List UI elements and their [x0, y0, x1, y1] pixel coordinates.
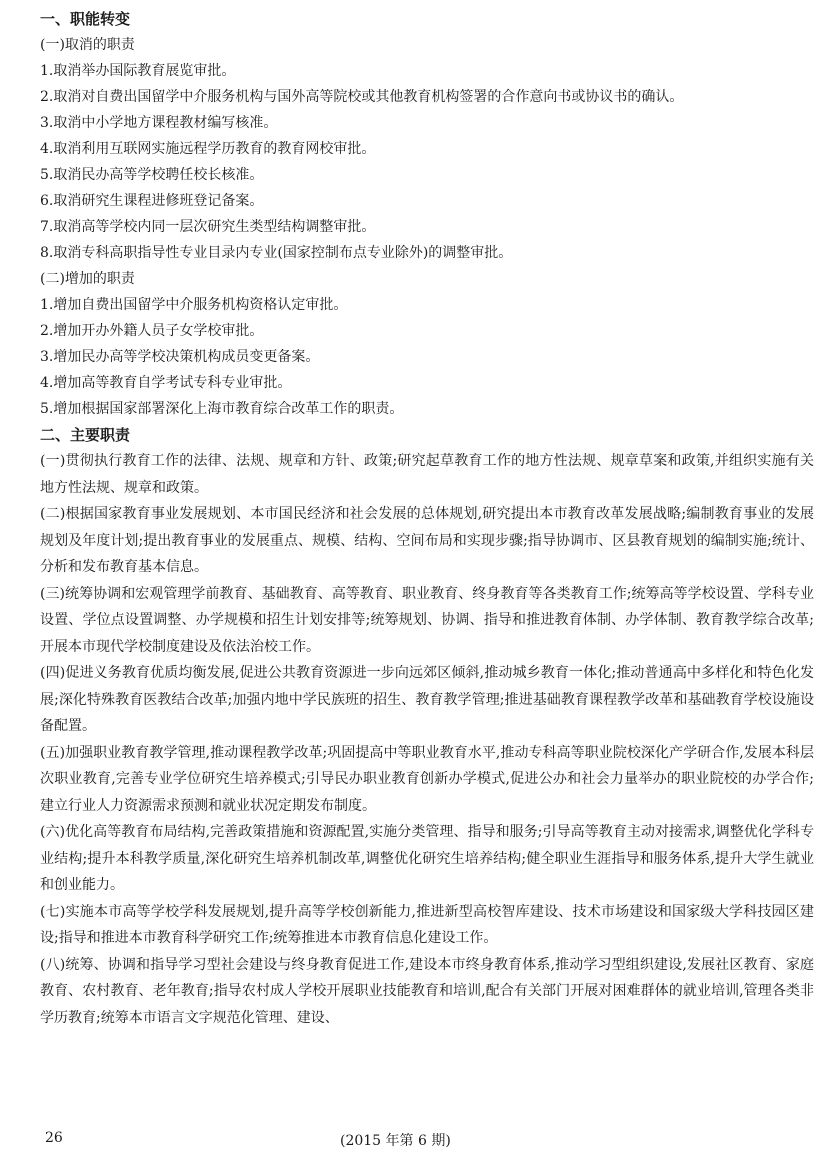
section-heading-main-duties: 二、主要职责 — [40, 426, 131, 444]
subheading-cancelled: (一)取消的职责 — [40, 37, 135, 53]
duty-paragraph: (三)统筹协调和宏观管理学前教育、基础教育、高等教育、职业教育、终身教育等各类教育工作;统筹高等学校设置、学科专业设置、学位点设置调整、办学规模和招生计划安排等;统筹规划、协调、指导和推进教育体制、办学体制、教育教学综合改革;开展本市现代学校制度建设及依法治校工作。 — [40, 585, 814, 655]
list-item: 3.增加民办高等学校决策机构成员变更备案。 — [40, 349, 320, 365]
list-item: 3.取消中小学地方课程教材编写核准。 — [40, 115, 278, 131]
duties-list — [40, 448, 814, 1031]
page-footer — [0, 1130, 827, 1152]
duty-paragraph: (四)促进义务教育优质均衡发展,促进公共教育资源进一步向远郊区倾斜,推动城乡教育一体化;推动普通高中多样化和特色化发展;深化特殊教育医教结合改革;加强内地中学民族班的招生、教育教学管理;推进基础教育课程教学改革和基础教育学校设施设备配置。 — [40, 665, 814, 734]
list-item: 2.取消对自费出国留学中介服务机构与国外高等院校或其他教育机构签署的合作意向书或协议书的确认。 — [40, 89, 684, 105]
section-heading-function-change: 一、职能转变 — [40, 10, 131, 28]
list-item: 1.取消举办国际教育展览审批。 — [40, 63, 236, 79]
duty-paragraph: (五)加强职业教育教学管理,推动课程教学改革;巩固提高中等职业教育水平,推动专科高等职业院校深化产学研合作,发展本科层次职业教育,完善专业学位研究生培养模式;引导民办职业教育创新办学模式,促进公办和社会力量举办的职业院校的办学合作;建立行业人力资源需求预测和就业状况定期发布制度。 — [40, 744, 814, 814]
list-item: 8.取消专科高职指导性专业目录内专业(国家控制布点专业除外)的调整审批。 — [40, 245, 513, 261]
list-item: 2.增加开办外籍人员子女学校审批。 — [40, 323, 264, 339]
list-item: 6.取消研究生课程进修班登记备案。 — [40, 193, 264, 209]
duty-paragraph: (八)统筹、协调和指导学习型社会建设与终身教育促进工作,建设本市终身教育体系,推动学习型组织建设,发展社区教育、家庭教育、农村教育、老年教育;指导农村成人学校开展职业技能教育和培训,配合有关部门开展对困难群体的就业培训,管理各类非学历教育;统筹本市语言文字规范化管理、建设、 — [40, 956, 814, 1026]
issue-label: (2015 年第 6 期) — [340, 1133, 451, 1149]
document-body — [40, 6, 814, 1031]
cancelled-list — [40, 58, 814, 266]
added-list — [40, 292, 814, 422]
list-item: 4.增加高等教育自学考试专科专业审批。 — [40, 375, 292, 391]
subheading-added: (二)增加的职责 — [40, 271, 135, 287]
duty-paragraph: (一)贯彻执行教育工作的法律、法规、规章和方针、政策;研究起草教育工作的地方性法规、规章草案和政策,并组织实施有关地方性法规、规章和政策。 — [40, 453, 814, 496]
page-number: 26 — [45, 1130, 63, 1146]
list-item: 5.增加根据国家部署深化上海市教育综合改革工作的职责。 — [40, 401, 404, 417]
duty-paragraph: (六)优化高等教育布局结构,完善政策措施和资源配置,实施分类管理、指导和服务;引导高等教育主动对接需求,调整优化学科专业结构;提升本科教学质量,深化研究生培养机制改革,调整优化研究生培养结构;健全职业生涯指导和服务体系,提升大学生就业和创业能力。 — [40, 824, 814, 893]
duty-paragraph: (二)根据国家教育事业发展规划、本市国民经济和社会发展的总体规划,研究提出本市教育改革发展战略;编制教育事业的发展规划及年度计划;提出教育事业的发展重点、规模、结构、空间布局和实现步骤;指导协调市、区县教育规划的编制实施;统计、分析和发布教育基本信息。 — [40, 506, 814, 575]
duty-paragraph: (七)实施本市高等学校学科发展规划,提升高等学校创新能力,推进新型高校智库建设、技术市场建设和国家级大学科技园区建设;指导和推进本市教育科学研究工作;统筹推进本市教育信息化建设工作。 — [40, 903, 814, 946]
list-item: 5.取消民办高等学校聘任校长核准。 — [40, 167, 264, 183]
list-item: 4.取消利用互联网实施远程学历教育的教育网校审批。 — [40, 141, 376, 157]
list-item: 7.取消高等学校内同一层次研究生类型结构调整审批。 — [40, 219, 376, 235]
list-item: 1.增加自费出国留学中介服务机构资格认定审批。 — [40, 297, 348, 313]
